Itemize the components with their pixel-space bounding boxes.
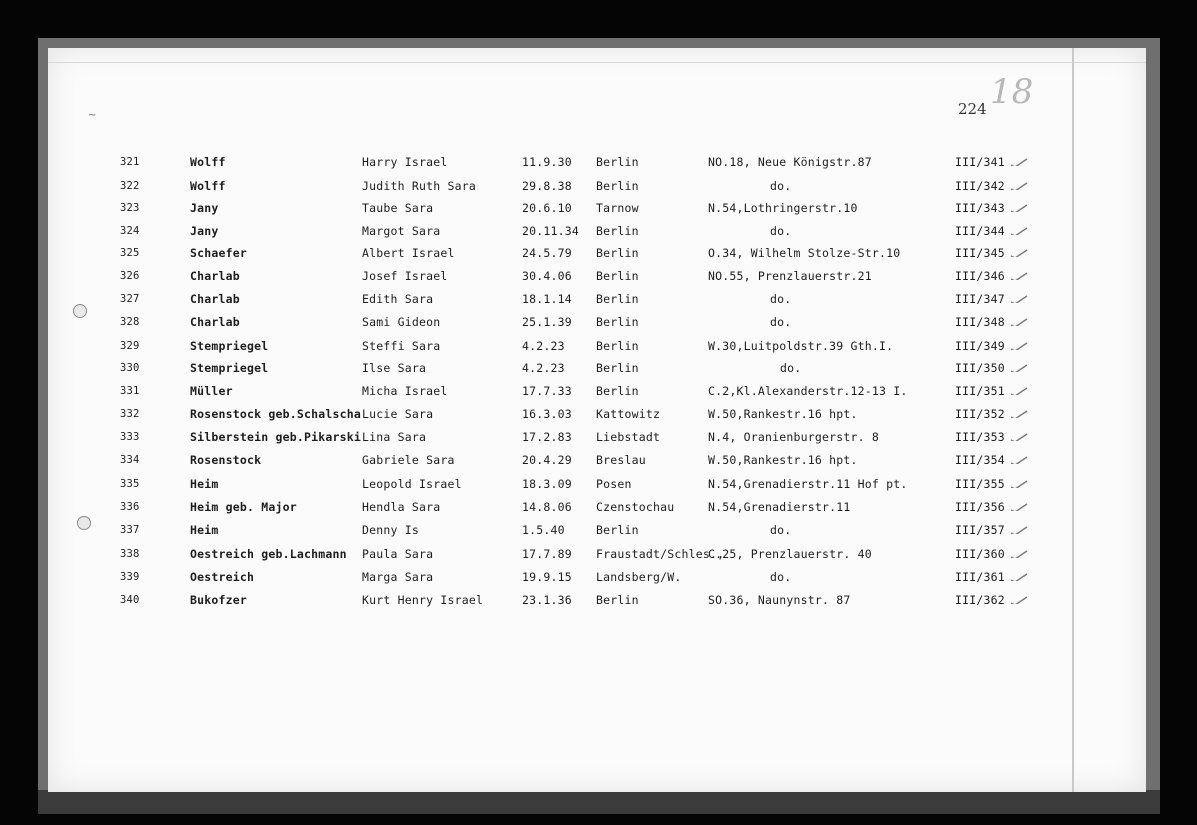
board-bottom-edge	[38, 790, 1160, 814]
check-mark-icon	[1010, 596, 1028, 604]
table-row	[0, 245, 1197, 267]
check-mark-icon	[1010, 433, 1028, 441]
given-names: Hendla Sara	[362, 500, 441, 514]
given-names: Micha Israel	[362, 384, 448, 398]
address: N.54,Lothringerstr.10	[708, 201, 858, 215]
table-row	[0, 569, 1197, 591]
reference-number: III/341	[955, 155, 1005, 169]
birth-date: 17.2.83	[522, 430, 572, 444]
surname: Rosenstock	[190, 453, 262, 467]
address: do.	[770, 315, 792, 329]
reference-number: III/349	[955, 339, 1005, 353]
surname: Jany	[190, 201, 219, 215]
given-names: Harry Israel	[362, 155, 448, 169]
birth-date: 16.3.03	[522, 407, 572, 421]
given-names: Paula Sara	[362, 547, 434, 561]
birth-place: Berlin	[596, 269, 639, 283]
surname: Wolff	[190, 155, 226, 169]
given-names: Ilse Sara	[362, 361, 427, 375]
reference-number: III/353	[955, 430, 1005, 444]
check-mark-icon	[1010, 550, 1028, 558]
table-row	[0, 200, 1197, 222]
reference-number: III/352	[955, 407, 1005, 421]
surname: Bukofzer	[190, 593, 247, 607]
birth-place: Czenstochau	[596, 500, 675, 514]
entry-number: 337	[120, 524, 140, 536]
birth-place: Fraustadt/Schles.,	[596, 547, 725, 561]
entry-number: 336	[120, 501, 140, 513]
surname: Charlab	[190, 292, 240, 306]
reference-number: III/362	[955, 593, 1005, 607]
check-mark-icon	[1010, 503, 1028, 511]
table-row	[0, 383, 1197, 405]
birth-place: Tarnow	[596, 201, 639, 215]
surname: Schaefer	[190, 246, 247, 260]
address: do.	[770, 523, 792, 537]
birth-place: Berlin	[596, 593, 639, 607]
table-row	[0, 429, 1197, 451]
page-number: 224	[958, 100, 987, 118]
address: do.	[770, 292, 792, 306]
entry-number: 328	[120, 316, 140, 328]
reference-number: III/344	[955, 224, 1005, 238]
table-row	[0, 499, 1197, 521]
surname: Stempriegel	[190, 361, 269, 375]
reference-number: III/354	[955, 453, 1005, 467]
birth-place: Berlin	[596, 315, 639, 329]
check-mark-icon	[1010, 480, 1028, 488]
address: C.2,Kl.Alexanderstr.12-13 I.	[708, 384, 908, 398]
entry-number: 321	[120, 156, 140, 168]
given-names: Lucie Sara	[362, 407, 434, 421]
check-mark-icon	[1010, 526, 1028, 534]
check-mark-icon	[1010, 573, 1028, 581]
given-names: Marga Sara	[362, 570, 434, 584]
table-row	[0, 476, 1197, 498]
reference-number: III/345	[955, 246, 1005, 260]
surname: Oestreich geb.Lachmann	[190, 547, 347, 561]
check-mark-icon	[1010, 318, 1028, 326]
birth-date: 30.4.06	[522, 269, 572, 283]
handwritten-page-number: 18	[990, 72, 1034, 112]
reference-number: III/355	[955, 477, 1005, 491]
check-mark-icon	[1010, 387, 1028, 395]
table-row	[0, 268, 1197, 290]
birth-date: 4.2.23	[522, 339, 565, 353]
birth-place: Berlin	[596, 155, 639, 169]
address: W.50,Rankestr.16 hpt.	[708, 407, 858, 421]
birth-place: Berlin	[596, 339, 639, 353]
entry-number: 327	[120, 293, 140, 305]
given-names: Judith Ruth Sara	[362, 179, 476, 193]
given-names: Edith Sara	[362, 292, 434, 306]
given-names: Josef Israel	[362, 269, 448, 283]
address: do.	[770, 224, 792, 238]
birth-place: Berlin	[596, 361, 639, 375]
reference-number: III/350	[955, 361, 1005, 375]
address: NO.55, Prenzlauerstr.21	[708, 269, 872, 283]
reference-number: III/360	[955, 547, 1005, 561]
entry-number: 324	[120, 225, 140, 237]
entry-number: 332	[120, 408, 140, 420]
surname: Silberstein geb.Pikarski	[190, 430, 361, 444]
check-mark-icon	[1010, 227, 1028, 235]
entry-number: 335	[120, 478, 140, 490]
entry-number: 326	[120, 270, 140, 282]
birth-place: Kattowitz	[596, 407, 661, 421]
given-names: Kurt Henry Israel	[362, 593, 484, 607]
corner-mark: ~	[88, 110, 97, 121]
table-row	[0, 178, 1197, 200]
reference-number: III/361	[955, 570, 1005, 584]
address: N.4, Oranienburgerstr. 8	[708, 430, 879, 444]
birth-place: Berlin	[596, 246, 639, 260]
address: NO.18, Neue Königstr.87	[708, 155, 872, 169]
given-names: Lina Sara	[362, 430, 427, 444]
given-names: Albert Israel	[362, 246, 455, 260]
surname: Heim	[190, 523, 219, 537]
surname: Stempriegel	[190, 339, 269, 353]
birth-date: 4.2.23	[522, 361, 565, 375]
address: do.	[770, 570, 792, 584]
birth-date: 11.9.30	[522, 155, 572, 169]
table-row	[0, 546, 1197, 568]
entry-number: 333	[120, 431, 140, 443]
given-names: Gabriele Sara	[362, 453, 455, 467]
table-row	[0, 314, 1197, 336]
birth-place: Berlin	[596, 523, 639, 537]
table-row	[0, 154, 1197, 176]
birth-date: 20.4.29	[522, 453, 572, 467]
reference-number: III/343	[955, 201, 1005, 215]
check-mark-icon	[1010, 204, 1028, 212]
birth-place: Breslau	[596, 453, 646, 467]
surname: Jany	[190, 224, 219, 238]
birth-date: 14.8.06	[522, 500, 572, 514]
entry-number: 323	[120, 202, 140, 214]
given-names: Sami Gideon	[362, 315, 441, 329]
birth-place: Berlin	[596, 224, 639, 238]
check-mark-icon	[1010, 364, 1028, 372]
birth-place: Posen	[596, 477, 632, 491]
check-mark-icon	[1010, 295, 1028, 303]
reference-number: III/357	[955, 523, 1005, 537]
table-row	[0, 291, 1197, 313]
surname: Rosenstock geb.Schalscha	[190, 407, 361, 421]
surname: Wolff	[190, 179, 226, 193]
reference-number: III/347	[955, 292, 1005, 306]
surname: Müller	[190, 384, 233, 398]
entry-number: 322	[120, 180, 140, 192]
address: N.54,Grenadierstr.11 Hof pt.	[708, 477, 908, 491]
table-row	[0, 592, 1197, 614]
birth-place: Berlin	[596, 384, 639, 398]
birth-place: Liebstadt	[596, 430, 661, 444]
surname: Heim	[190, 477, 219, 491]
table-row	[0, 338, 1197, 360]
address: N.54,Grenadierstr.11	[708, 500, 851, 514]
birth-date: 29.8.38	[522, 179, 572, 193]
birth-date: 17.7.33	[522, 384, 572, 398]
surname: Charlab	[190, 269, 240, 283]
birth-date: 23.1.36	[522, 593, 572, 607]
reference-number: III/346	[955, 269, 1005, 283]
check-mark-icon	[1010, 158, 1028, 166]
table-row	[0, 452, 1197, 474]
entry-number: 329	[120, 340, 140, 352]
birth-date: 24.5.79	[522, 246, 572, 260]
entry-number: 338	[120, 548, 140, 560]
birth-date: 1.5.40	[522, 523, 565, 537]
given-names: Steffi Sara	[362, 339, 441, 353]
address: W.50,Rankestr.16 hpt.	[708, 453, 858, 467]
entry-number: 331	[120, 385, 140, 397]
address: SO.36, Naunynstr. 87	[708, 593, 851, 607]
table-row	[0, 223, 1197, 245]
entry-number: 339	[120, 571, 140, 583]
reference-number: III/342	[955, 179, 1005, 193]
reference-number: III/356	[955, 500, 1005, 514]
address: do.	[780, 361, 802, 375]
entry-number: 340	[120, 594, 140, 606]
sheet-top-rule	[48, 62, 1146, 63]
check-mark-icon	[1010, 342, 1028, 350]
table-row	[0, 360, 1197, 382]
given-names: Margot Sara	[362, 224, 441, 238]
table-row	[0, 406, 1197, 428]
birth-date: 18.1.14	[522, 292, 572, 306]
surname: Heim geb. Major	[190, 500, 297, 514]
entry-number: 330	[120, 362, 140, 374]
birth-place: Berlin	[596, 292, 639, 306]
birth-place: Landsberg/W.	[596, 570, 682, 584]
given-names: Leopold Israel	[362, 477, 462, 491]
check-mark-icon	[1010, 456, 1028, 464]
address: W.30,Luitpoldstr.39 Gth.I.	[708, 339, 894, 353]
reference-number: III/348	[955, 315, 1005, 329]
given-names: Denny Is	[362, 523, 419, 537]
birth-date: 25.1.39	[522, 315, 572, 329]
birth-date: 18.3.09	[522, 477, 572, 491]
birth-date: 17.7.89	[522, 547, 572, 561]
address: C.25, Prenzlauerstr. 40	[708, 547, 872, 561]
entry-number: 334	[120, 454, 140, 466]
birth-date: 20.6.10	[522, 201, 572, 215]
check-mark-icon	[1010, 182, 1028, 190]
birth-date: 20.11.34	[522, 224, 579, 238]
check-mark-icon	[1010, 272, 1028, 280]
table-row	[0, 522, 1197, 544]
given-names: Taube Sara	[362, 201, 434, 215]
surname: Oestreich	[190, 570, 255, 584]
address: O.34, Wilhelm Stolze-Str.10	[708, 246, 901, 260]
birth-place: Berlin	[596, 179, 639, 193]
entry-number: 325	[120, 247, 140, 259]
check-mark-icon	[1010, 249, 1028, 257]
reference-number: III/351	[955, 384, 1005, 398]
check-mark-icon	[1010, 410, 1028, 418]
birth-date: 19.9.15	[522, 570, 572, 584]
surname: Charlab	[190, 315, 240, 329]
address: do.	[770, 179, 792, 193]
